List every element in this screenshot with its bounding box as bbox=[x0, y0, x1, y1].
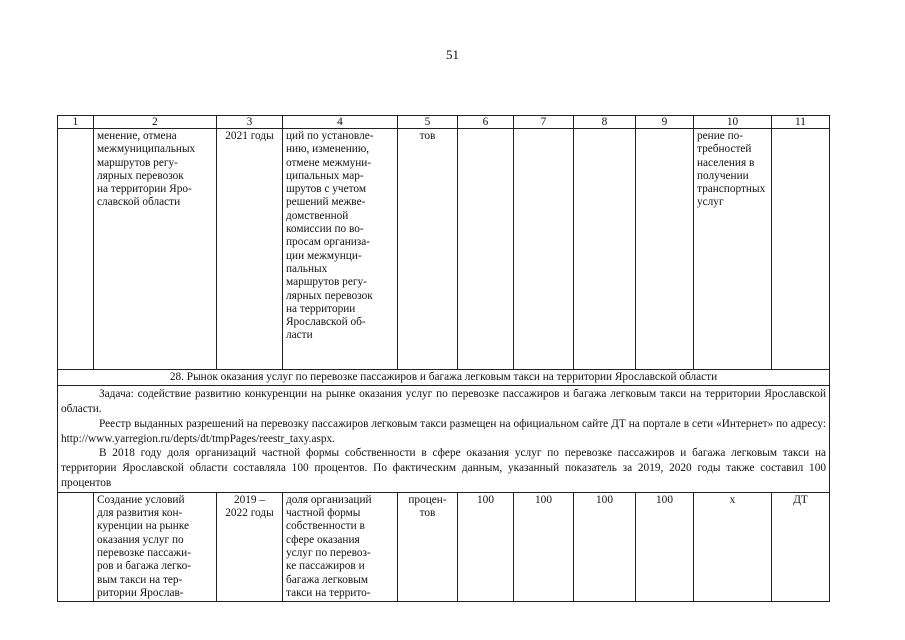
table-cell: менение, отмена межмуниципальных маршрутов регу- лярных перевозок на территории Яро- славской области bbox=[94, 129, 217, 370]
page-number: 51 bbox=[446, 47, 459, 62]
section-title-row bbox=[58, 370, 830, 386]
table-cell: рение по- требностей населения в получении транспортных услуг bbox=[694, 129, 772, 370]
column-header-row bbox=[58, 116, 830, 129]
column-header: 7 bbox=[514, 116, 574, 129]
measures-table bbox=[57, 115, 830, 602]
table-cell: ций по установле- нию, изменению, отмене межмуни- ципальных мар- шрутов с учетом решений межве- домственной комиссии по во- просам организа- ции межмунци- пальных маршрутов регу- лярных перевозок на территории Ярославской об- ласти bbox=[283, 129, 398, 370]
table-cell: доля организаций частной формы собственности в сфере оказания услуг по перевоз- ке пассажиров и багажа легковым такси на террито- bbox=[283, 492, 398, 601]
task-paragraph: Задача: содействие развитию конкуренции на рынке оказания услуг по перевозке пассажиров и багажа легковым такси на территории Ярославской области. bbox=[61, 388, 826, 416]
column-header: 4 bbox=[283, 116, 398, 129]
column-header: 1 bbox=[58, 116, 94, 129]
table-cell: х bbox=[694, 492, 772, 601]
column-header: 11 bbox=[772, 116, 830, 129]
task-description bbox=[58, 386, 830, 493]
table-cell bbox=[514, 129, 574, 370]
table-cell bbox=[772, 129, 830, 370]
table-cell: ДТ bbox=[772, 492, 830, 601]
task-description-row bbox=[58, 386, 830, 493]
column-header: 5 bbox=[398, 116, 458, 129]
table-cell: 100 bbox=[458, 492, 514, 601]
table-cell: Создание условий для развития кон- куренции на рынке оказания услуг по перевозке пассажи- ров и багажа легко- вым такси на тер- ритории Ярослав- bbox=[94, 492, 217, 601]
column-header: 10 bbox=[694, 116, 772, 129]
column-header: 6 bbox=[458, 116, 514, 129]
table-cell bbox=[58, 129, 94, 370]
column-header: 2 bbox=[94, 116, 217, 129]
section-title: 28. Рынок оказания услуг по перевозке пассажиров и багажа легковым такси на территории Ярославской области bbox=[58, 370, 830, 386]
table-row bbox=[58, 492, 830, 601]
task-paragraph: Реестр выданных разрешений на перевозку пассажиров легковым такси размещен на официальном сайте ДТ на портале в сети «Интернет» по адресу: http://www.yarregion.ru/depts/dt/tmpPages/reestr_taxy.aspx. bbox=[61, 417, 826, 445]
table-cell bbox=[458, 129, 514, 370]
table-cell bbox=[58, 492, 94, 601]
table-cell: процен- тов bbox=[398, 492, 458, 601]
table-cell: 100 bbox=[636, 492, 694, 601]
table-cell bbox=[574, 129, 636, 370]
table-cell: 100 bbox=[514, 492, 574, 601]
table-cell: 2019 – 2022 годы bbox=[217, 492, 283, 601]
table-cell: 2021 годы bbox=[217, 129, 283, 370]
task-paragraph: В 2018 году доля организаций частной формы собственности в сфере оказания услуг по перевозке пассажиров и багажа легковым такси на территории Ярославской области составляла 100 процентов. По фактическим данным, указанный показатель за 2019, 2020 годы также составил 100 процентов bbox=[61, 447, 826, 490]
column-header: 9 bbox=[636, 116, 694, 129]
column-header: 8 bbox=[574, 116, 636, 129]
table-cell: тов bbox=[398, 129, 458, 370]
column-header: 3 bbox=[217, 116, 283, 129]
table-row bbox=[58, 129, 830, 370]
table-cell bbox=[636, 129, 694, 370]
table-cell: 100 bbox=[574, 492, 636, 601]
